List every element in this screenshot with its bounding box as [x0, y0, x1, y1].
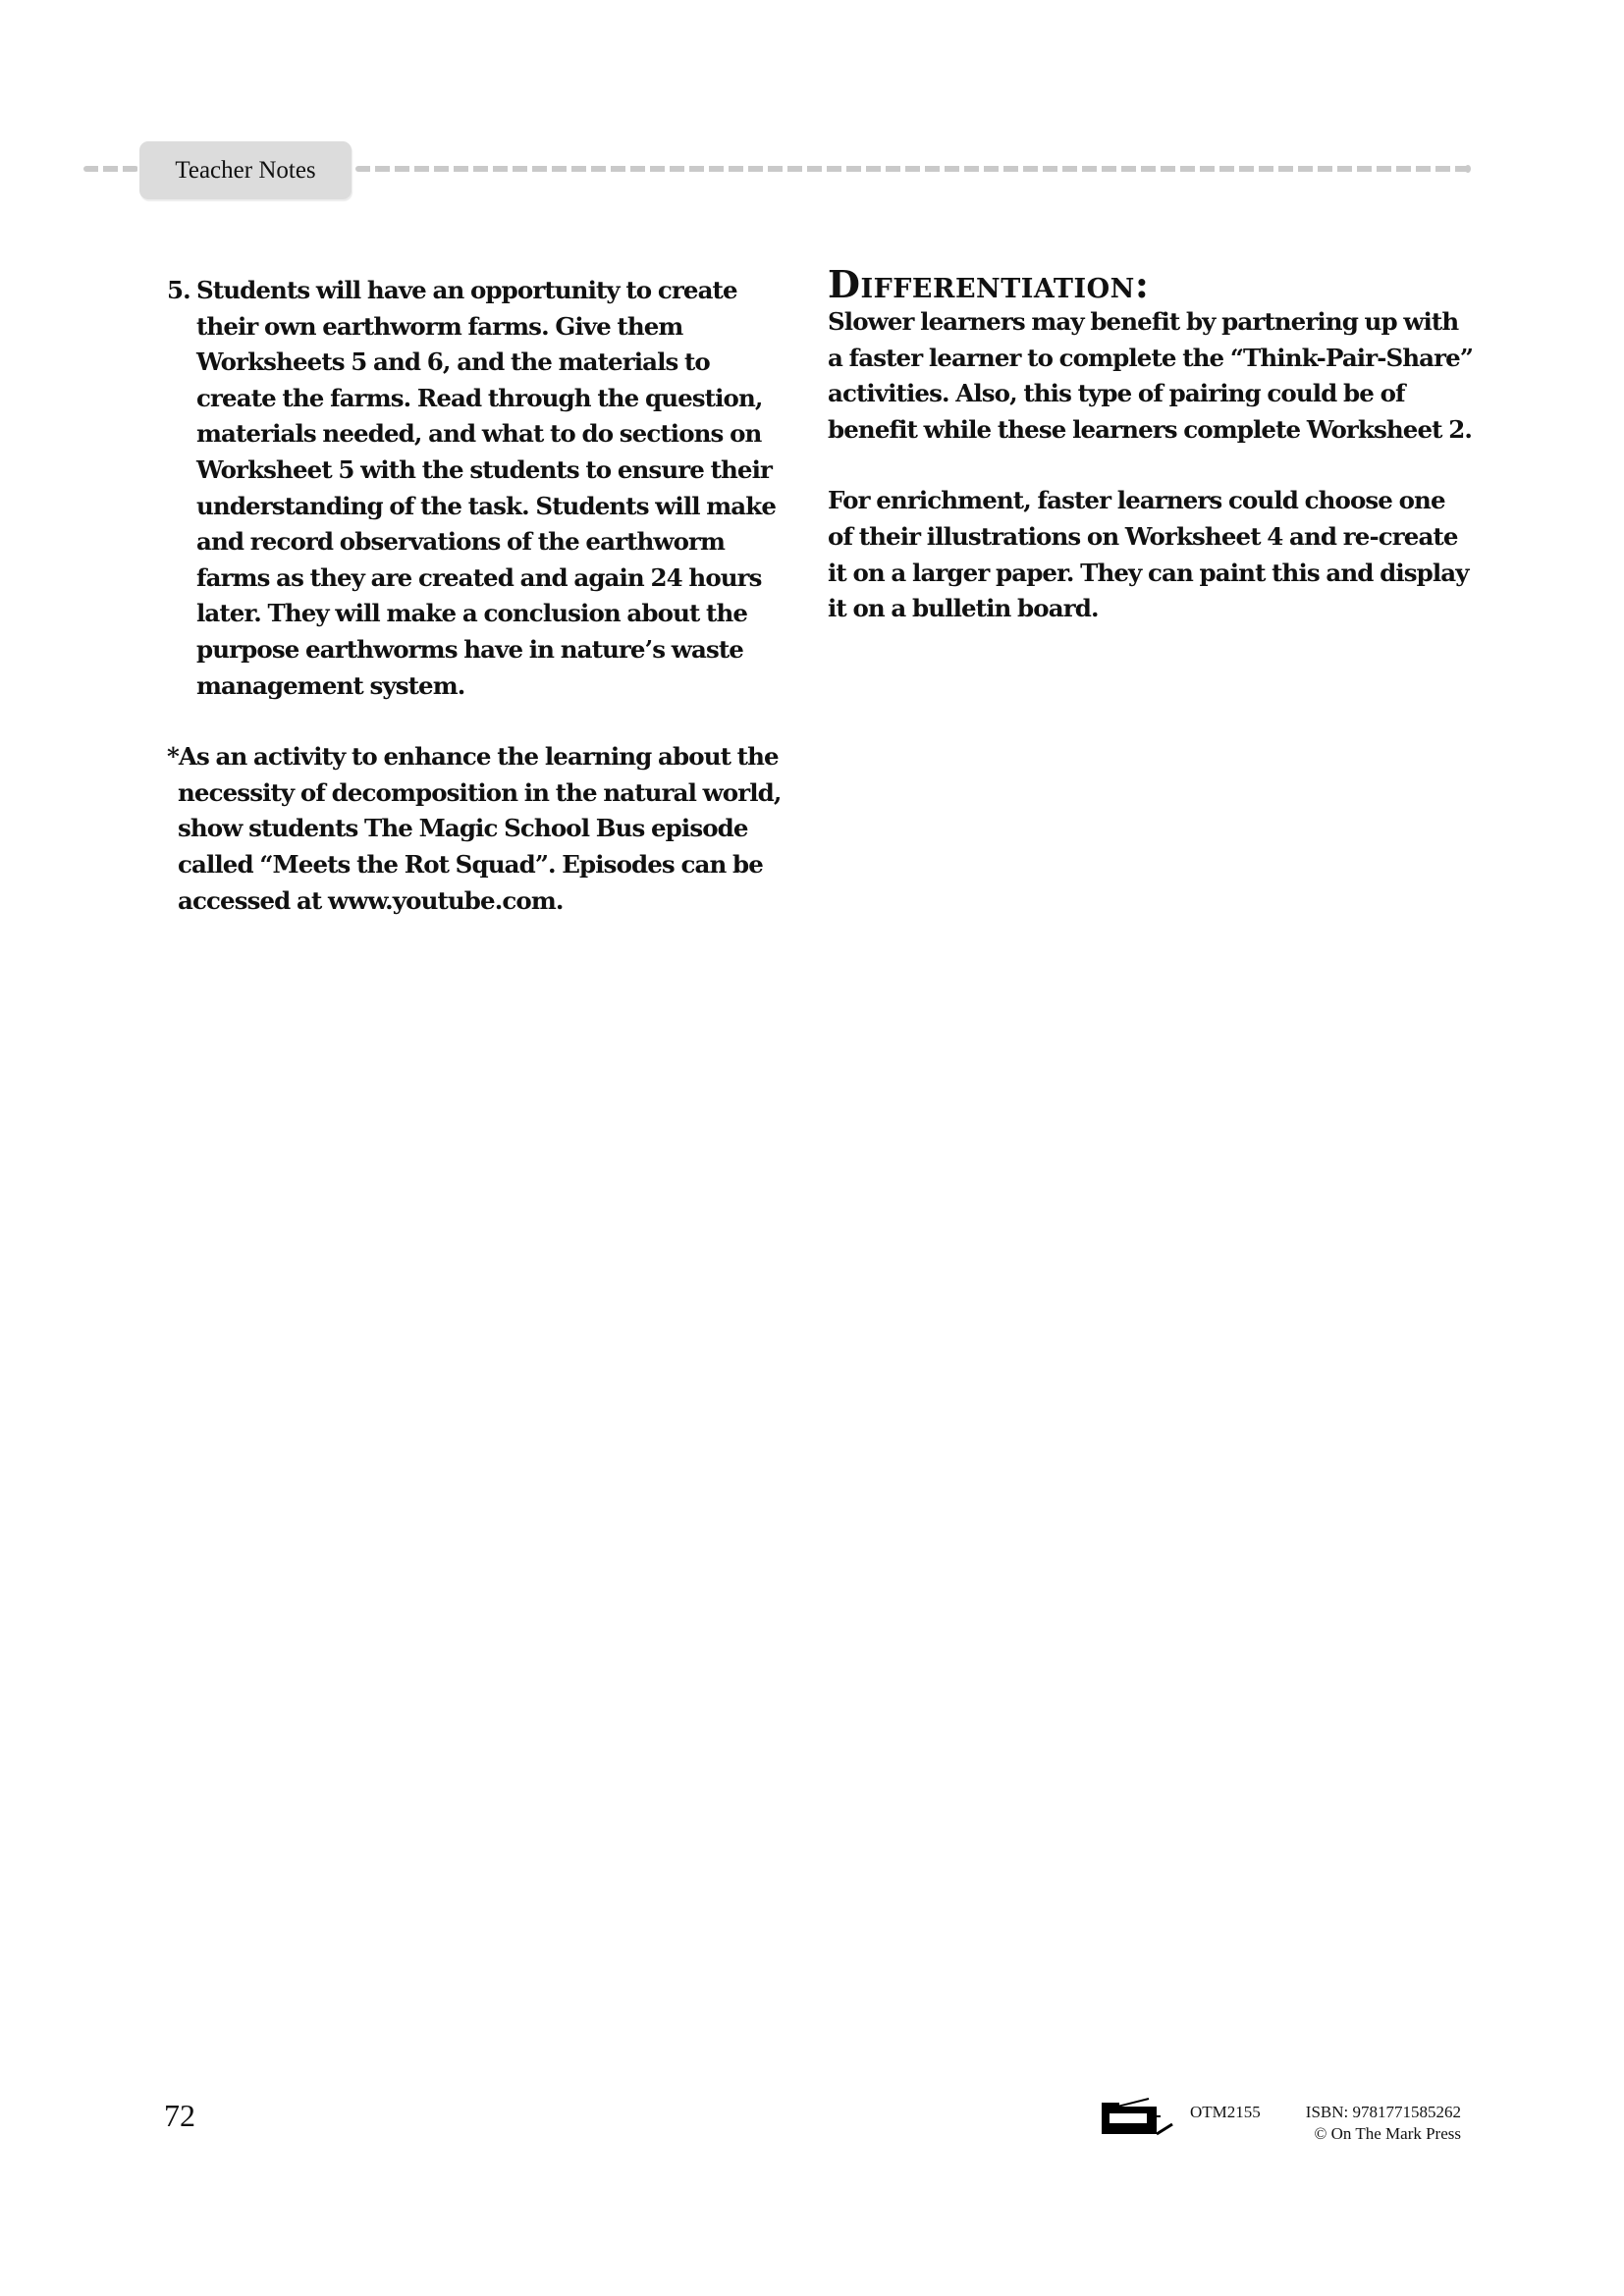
step-number: 5.: [167, 276, 190, 304]
enrichment-lead: For enrichment,: [828, 486, 1031, 515]
footer-publication-info: [1190, 2102, 1461, 2145]
header-rule-end-dot: [1465, 165, 1471, 173]
step-text: Students will have an opportunity to create their own earthworm farms. Give them Worksheets 5 and 6, and the materials to create the farms. Read through the question, materials needed, and what to do sections on Worksheet 5 with the students to ensure their understanding of the task. Students will make and record observations of the earthworm farms as they are created and again 24 hours later. They will make a conclusion about the purpose earthworms have in nature’s waste management system.: [196, 276, 777, 700]
numbered-step: [167, 273, 795, 704]
section-tab-label: Teacher Notes: [175, 156, 316, 184]
right-column: [828, 262, 1476, 651]
section-tab: [139, 141, 352, 199]
differentiation-heading: Differentiation:: [828, 262, 1150, 306]
enrichment-text: faster learners could choose one of their illustrations on Worksheet 4 and re-create it on a larger paper. They can paint this and display it on a bulletin board.: [828, 486, 1469, 623]
header-dashed-rule-left: [83, 166, 138, 172]
header-dashed-rule-right: [355, 166, 1470, 172]
enrichment-paragraph: [828, 483, 1476, 626]
product-code: OTM2155: [1190, 2103, 1261, 2121]
copyright: © On The Mark Press: [1314, 2124, 1461, 2143]
left-column: [167, 273, 795, 919]
differentiation-body: Slower learners may benefit by partnering up with a faster learner to complete the “Think-Pair-Share” activities. Also, this type of pairing could be of benefit while these learners complete Worksheet 2.: [828, 307, 1474, 444]
photocopier-icon: [1100, 2097, 1178, 2138]
activity-note: *As an activity to enhance the learning about the necessity of decomposition in the natural world, show students The Magic School Bus episode called “Meets the Rot Squad”. Episodes can be accessed at www.youtube.com.: [167, 742, 782, 915]
page-number: 72: [164, 2098, 195, 2133]
isbn: ISBN: 9781771585262: [1305, 2103, 1461, 2121]
